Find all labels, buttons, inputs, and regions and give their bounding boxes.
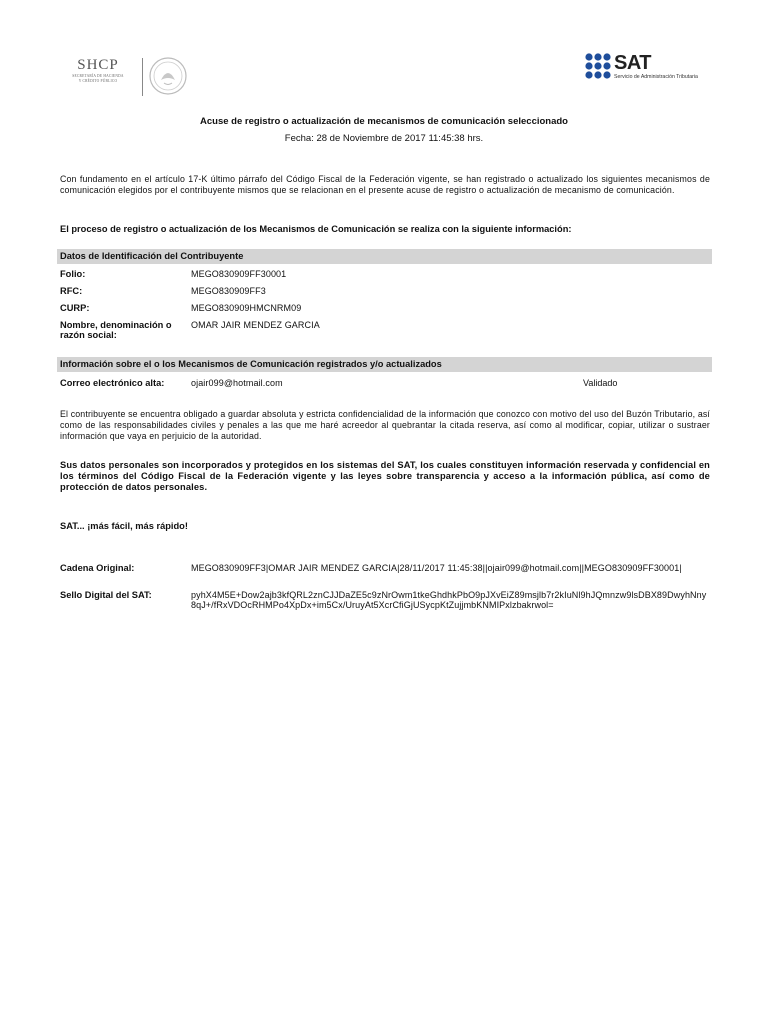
sat-slogan: SAT... ¡más fácil, más rápido!	[60, 521, 188, 531]
cadena-original-label: Cadena Original:	[60, 563, 135, 573]
curp-value: MEGO830909HMCNRM09	[191, 303, 302, 313]
shcp-subtitle-1: SECRETARÍA DE HACIENDA	[72, 74, 124, 78]
section-header-mechanisms: Información sobre el o los Mecanismos de Comunicación registrados y/o actualizados	[57, 357, 712, 372]
name-value: OMAR JAIR MENDEZ GARCIA	[191, 320, 320, 330]
document-title: Acuse de registro o actualización de mecanismos de comunicación seleccionado	[200, 116, 568, 127]
folio-label: Folio:	[60, 269, 86, 279]
shcp-wordmark	[60, 56, 136, 84]
sello-digital-label: Sello Digital del SAT:	[60, 590, 152, 600]
lead-statement: El proceso de registro o actualización de los Mecanismos de Comunicación se realiza con la siguiente información:	[60, 224, 572, 234]
shcp-logo	[60, 56, 190, 98]
sat-subtitle: Servicio de Administración Tributaria	[614, 74, 698, 80]
email-label: Correo electrónico alta:	[60, 378, 165, 388]
curp-label: CURP:	[60, 303, 90, 313]
shcp-divider	[142, 58, 143, 96]
cadena-original-value: MEGO830909FF3|OMAR JAIR MENDEZ GARCIA|28/11/2017 11:45:38||ojair099@hotmail.com||MEGO830909FF30001|	[191, 563, 682, 573]
privacy-paragraph: Sus datos personales son incorporados y protegidos en los sistemas del SAT, los cuales constituyen información reservada y confidencial en los términos del Código Fiscal de la Federación vigente y las leyes sobre transparencia y acceso a la información pública, así como de protección de datos personales.	[60, 460, 710, 492]
shcp-abbr: SHCP	[77, 57, 119, 73]
name-label: Nombre, denominación o razón social:	[60, 320, 172, 340]
section-header-identification: Datos de Identificación del Contribuyente	[57, 249, 712, 264]
shcp-subtitle-2: Y CRÉDITO PÚBLICO	[78, 79, 118, 83]
email-status: Validado	[583, 378, 618, 388]
mexico-seal-icon	[148, 56, 188, 96]
rfc-value: MEGO830909FF3	[191, 286, 266, 296]
email-value: ojair099@hotmail.com	[191, 378, 283, 388]
rfc-label: RFC:	[60, 286, 83, 296]
intro-paragraph: Con fundamento en el artículo 17-K último párrafo del Código Fiscal de la Federación vigente, se han registrado o actualizado los siguientes mecanismos de comunicación elegidos por el contribuyente mismos que se relacionan en el presente acuse de registro o actualización de mecanismo de comunicación.	[60, 174, 710, 195]
sello-digital-value: pyhX4M5E+Dow2ajb3kfQRL2znCJJDaZE5c9zNrOwm1tkeGhdhkPbO9pJXvEiZ89msjlb7r2kIuNl9hJQmnzw9lsDBX89DwyhNny8qJ+/fRxVDOcRHMPo4XpDx+im5Cx/UruyAt5XcrCfiGjUSycpKtZujjmbKNMIPxlzbakrwol=	[191, 590, 707, 610]
sat-wordmark: SAT	[614, 52, 652, 74]
folio-value: MEGO830909FF30001	[191, 269, 287, 279]
document-date: Fecha: 28 de Noviembre de 2017 11:45:38 hrs.	[284, 133, 484, 144]
sat-logo	[584, 52, 714, 84]
sat-dots-icon	[584, 52, 612, 80]
confidentiality-paragraph: El contribuyente se encuentra obligado a guardar absoluta y estricta confidencialidad de la información que conozco con motivo del uso del Buzón Tributario, así como de las responsabilidades civiles y penales a las que me haré acreedor al quebrantar la citada reserva, así como al modificar, copiar, utilizar o sustraer información que vaya en perjuicio de la autoridad.	[60, 409, 710, 441]
